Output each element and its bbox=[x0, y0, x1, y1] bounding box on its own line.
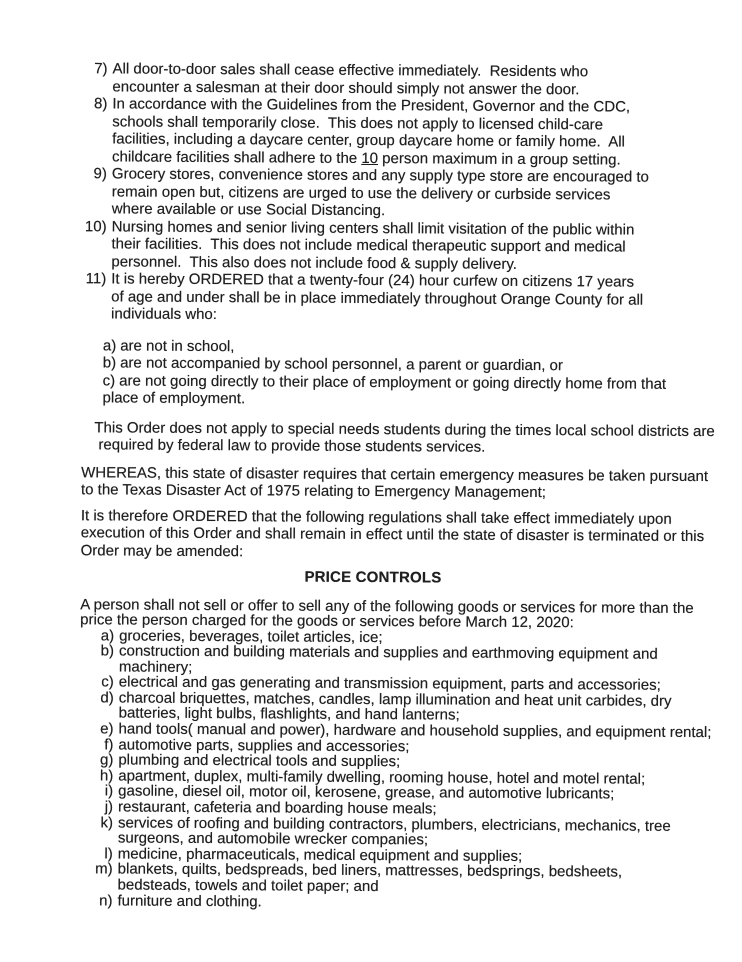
price-item-f-letter: f) bbox=[104, 736, 114, 754]
order-item-9-number: 9) bbox=[93, 165, 107, 183]
order-item-7 bbox=[83, 60, 723, 99]
price-item-d-text: charcoal briquettes, matches, candles, lamp illumination and heat unit carbides, dry batteries, light bulbs, flashlights, and hand lanterns; bbox=[118, 689, 672, 725]
price-item-c-letter: c) bbox=[101, 673, 114, 691]
order-item-8-text-after: person maximum in a group setting. bbox=[377, 149, 621, 169]
order-item-9-text: Grocery stores, convenience stores and any supply type store are encouraged to remain open but, citizens are urged to use the delivery or curbside services where available or use Social Distancing. bbox=[111, 165, 649, 220]
price-item-k-text: services of roofing and building contractors, plumbers, electricians, mechanics, tree surgeons, and automobile wrecker companies; bbox=[117, 814, 671, 849]
order-item-7-number: 7) bbox=[94, 60, 108, 78]
price-item-g-text: plumbing and electrical tools and supplies; bbox=[118, 751, 401, 771]
price-item-e-text: hand tools( manual and power), hardware and household supplies, and equipment rental; bbox=[118, 720, 712, 742]
order-item-11 bbox=[82, 270, 722, 326]
curfew-exception-a-letter: a) bbox=[102, 336, 117, 354]
order-item-8-number: 8) bbox=[93, 95, 108, 113]
order-item-10 bbox=[82, 218, 722, 274]
price-item-j-text: restaurant, cafeteria and boarding house meals; bbox=[118, 798, 437, 818]
price-item-n-text: furniture and clothing. bbox=[117, 892, 262, 910]
whereas-paragraph: WHEREAS, this state of disaster requires that certain emergency measures be taken pursuant to the Texas Disaster Act of 1975 relating to Emergency Management; bbox=[80, 463, 709, 502]
underlined-ten: 10 bbox=[361, 149, 379, 167]
price-item-f-text: automotive parts, supplies and accessories; bbox=[118, 736, 410, 755]
price-item-h-text: apartment, duplex, multi-family dwelling, rooming house, hotel and motel rental; bbox=[118, 767, 646, 788]
price-item-l-text: medicine, pharmaceuticals, medical equipment and supplies; bbox=[117, 845, 523, 865]
price-item-g-letter: g) bbox=[99, 751, 114, 769]
price-item-l-letter: l) bbox=[104, 845, 113, 863]
price-item-m-letter: m) bbox=[95, 860, 113, 878]
order-item-10-number: 10) bbox=[84, 217, 107, 235]
price-item-c-text: electrical and gas generating and transmission equipment, parts and accessories; bbox=[118, 673, 661, 695]
order-item-8 bbox=[83, 95, 723, 169]
curfew-exception-a-text: are not in school, bbox=[120, 336, 235, 355]
order-item-10-text: Nursing homes and senior living centers shall limit visitation of the public within their facilities. This does not include medical therapeutic support and medical personnel. This also does not include food & supply delivery. bbox=[111, 217, 635, 273]
curfew-exception-c bbox=[103, 372, 722, 411]
curfew-exception-c-letter: c) bbox=[102, 371, 116, 389]
price-item-n bbox=[78, 893, 718, 913]
curfew-exception-list bbox=[103, 337, 722, 411]
order-item-8-text-before: In accordance with the Guidelines from the President, Governor and the CDC, schools shall temporarily close. This does not apply to licensed child-care facilities, including a daycare center, group daycare home or family home. All childcare facilities shall adhere to the bbox=[111, 95, 631, 167]
curfew-exception-b-letter: b) bbox=[102, 354, 117, 372]
order-items-section bbox=[82, 60, 724, 410]
curfew-exception-c-text: are not going directly to their place of employment or going directly home from that place of employment. bbox=[102, 371, 667, 408]
price-item-i-letter: i) bbox=[104, 782, 114, 800]
order-item-7-text: All door-to-door sales shall cease effective immediately. Residents who encounter a salesman at their door should simply not answer the door. bbox=[112, 60, 589, 98]
special-needs-paragraph: This Order does not apply to special needs students during the times local school districts are required by federal law to provide those students services. bbox=[94, 418, 715, 456]
price-item-n-letter: n) bbox=[99, 891, 113, 910]
price-controls-heading: PRICE CONTROLS bbox=[304, 568, 442, 587]
price-item-a-letter: a) bbox=[100, 626, 115, 644]
curfew-exception-b-text: are not accompanied by school personnel, a parent or guardian, or bbox=[120, 354, 563, 375]
price-item-k-letter: k) bbox=[100, 813, 114, 832]
price-item-h-letter: h) bbox=[99, 767, 114, 785]
order-item-9 bbox=[83, 165, 723, 221]
price-item-j-letter: j) bbox=[104, 798, 114, 816]
price-item-e-letter: e) bbox=[100, 720, 114, 738]
order-item-8-text bbox=[112, 95, 630, 168]
price-item-m-text: blankets, quilts, bedspreads, bed liners, mattresses, bedsprings, bedsheets, bedsteads, towels and toilet paper; and bbox=[117, 860, 623, 896]
order-item-11-number: 11) bbox=[85, 270, 107, 288]
price-item-i-text: gasoline, diesel oil, motor oil, kerosene, grease, and automotive lubricants; bbox=[118, 782, 615, 803]
price-item-d-letter: d) bbox=[100, 689, 114, 707]
price-item-b-text: construction and building materials and supplies and earthmoving equipment and machinery; bbox=[118, 642, 658, 676]
price-item-a-text: groceries, beverages, toilet articles, ice; bbox=[119, 626, 383, 646]
price-controls-intro: A person shall not sell or offer to sell any of the following goods or services for more than the price the person charged for the goods or services before March 12, 2020: bbox=[80, 595, 694, 632]
order-item-11-text: It is hereby ORDERED that a twenty-four (24) hour curfew on citizens 17 years of age and under shall be in place immediately throughout Orange County for all individuals who: bbox=[111, 270, 644, 324]
price-controls-list bbox=[78, 628, 720, 913]
therefore-ordered-paragraph: It is therefore ORDERED that the following regulations shall take effect immediately upon execution of this Order and shall remain in effect until the state of disaster is terminated or this Order may be amended: bbox=[80, 506, 705, 560]
price-item-b-letter: b) bbox=[100, 642, 115, 660]
